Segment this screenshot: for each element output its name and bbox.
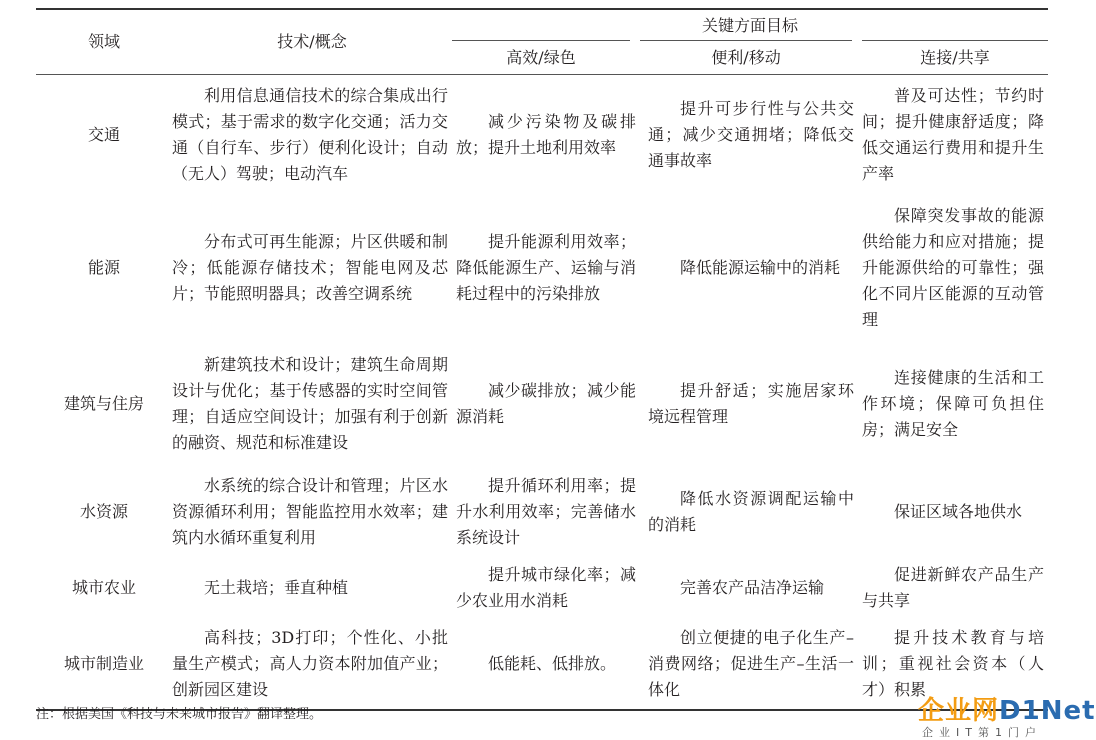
- cell-efficient: 减少污染物及碳排放；提升土地利用效率: [456, 112, 636, 157]
- header-connect: 连接/共享: [920, 48, 990, 67]
- cell-efficient: 减少碳排放；减少能源消耗: [456, 381, 636, 426]
- watermark-brand-en: D1Net: [999, 696, 1096, 726]
- table-row: [36, 467, 1048, 557]
- cell-domain: 城市农业: [71, 578, 136, 597]
- cell-convenient: 提升可步行性与公共交通；减少交通拥堵；降低交通事故率: [648, 99, 854, 170]
- watermark-brand: [918, 690, 1096, 727]
- table-row: [36, 557, 1048, 619]
- watermark-tagline: 企业IT第1门户: [922, 726, 1042, 739]
- header-group-title: 关键方面目标: [701, 16, 798, 35]
- watermark-logo: [918, 690, 1096, 739]
- table-header: [36, 10, 1048, 75]
- cell-efficient: 提升城市绿化率；减少农业用水消耗: [456, 565, 636, 610]
- cell-efficient: 提升能源利用效率；降低能源生产、运输与消耗过程中的污染排放: [456, 232, 636, 303]
- header-tech: 技术/概念: [277, 32, 347, 51]
- data-table: [36, 8, 1048, 711]
- cell-tech: 无土栽培；垂直种植: [204, 578, 349, 597]
- cell-tech: 利用信息通信技术的综合集成出行模式；基于需求的数字化交通；活力交通（自行车、步行）便利化设计；自动（无人）驾驶；电动汽车: [172, 86, 448, 183]
- cell-efficient: 提升循环利用率；提升水利用效率；完善储水系统设计: [456, 476, 636, 547]
- cell-connect: 保障突发事故的能源供给能力和应对措施；提升能源供给的可靠性；强化不同片区能源的互动管理: [862, 206, 1044, 329]
- cell-tech: 高科技；3D打印；个性化、小批量生产模式；高人力资本附加值产业；创新园区建设: [172, 628, 448, 699]
- cell-convenient: 创立便捷的电子化生产–消费网络；促进生产–生活一体化: [648, 628, 854, 699]
- table-footnote: 注：根据美国《科技与未来城市报告》翻译整理。: [36, 707, 323, 722]
- header-domain: 领域: [87, 32, 120, 51]
- cell-convenient: 降低能源运输中的消耗: [680, 258, 841, 277]
- table-row: [36, 619, 1048, 709]
- cell-tech: 分布式可再生能源；片区供暖和制冷；低能源存储技术；智能电网及芯片；节能照明器具；改善空调系统: [172, 232, 448, 303]
- cell-convenient: 提升舒适；实施居家环境远程管理: [648, 381, 854, 426]
- cell-efficient: 低能耗、低排放。: [488, 654, 617, 673]
- cell-convenient: 完善农产品洁净运输: [680, 578, 825, 597]
- cell-domain: 水资源: [79, 502, 128, 521]
- cell-tech: 新建筑技术和设计；建筑生命周期设计与优化；基于传感器的实时空间管理；自适应空间设计；加强有利于创新的融资、规范和标准建设: [172, 355, 448, 452]
- cell-connect: 连接健康的生活和工作环境；保障可负担住房；满足安全: [862, 368, 1044, 439]
- header-rule-3: [862, 40, 1048, 41]
- cell-connect: 促进新鲜农产品生产与共享: [862, 565, 1044, 610]
- cell-connect: 提升技术教育与培训；重视社会资本（人才）积累: [862, 628, 1044, 699]
- cell-domain: 建筑与住房: [63, 394, 144, 413]
- cell-domain: 能源: [87, 258, 120, 277]
- cell-connect: 普及可达性；节约时间；提升健康舒适度；降低交通运行费用和提升生产率: [862, 86, 1044, 183]
- header-rule-1: [452, 40, 630, 41]
- header-convenient: 便利/移动: [711, 48, 781, 67]
- watermark-brand-cn: 企业网: [918, 696, 1000, 726]
- cell-connect: 保证区域各地供水: [894, 502, 1023, 521]
- cell-tech: 水系统的综合设计和管理；片区水资源循环利用；智能监控用水效率；建筑内水循环重复利用: [172, 476, 448, 547]
- header-efficient: 高效/绿色: [506, 48, 576, 67]
- table-row: [36, 195, 1048, 341]
- table-row: [36, 341, 1048, 467]
- cell-domain: 交通: [87, 125, 120, 144]
- cell-domain: 城市制造业: [63, 654, 144, 673]
- table-row: [36, 75, 1048, 195]
- cell-convenient: 降低水资源调配运输中的消耗: [648, 489, 854, 534]
- header-rule-2: [640, 40, 852, 41]
